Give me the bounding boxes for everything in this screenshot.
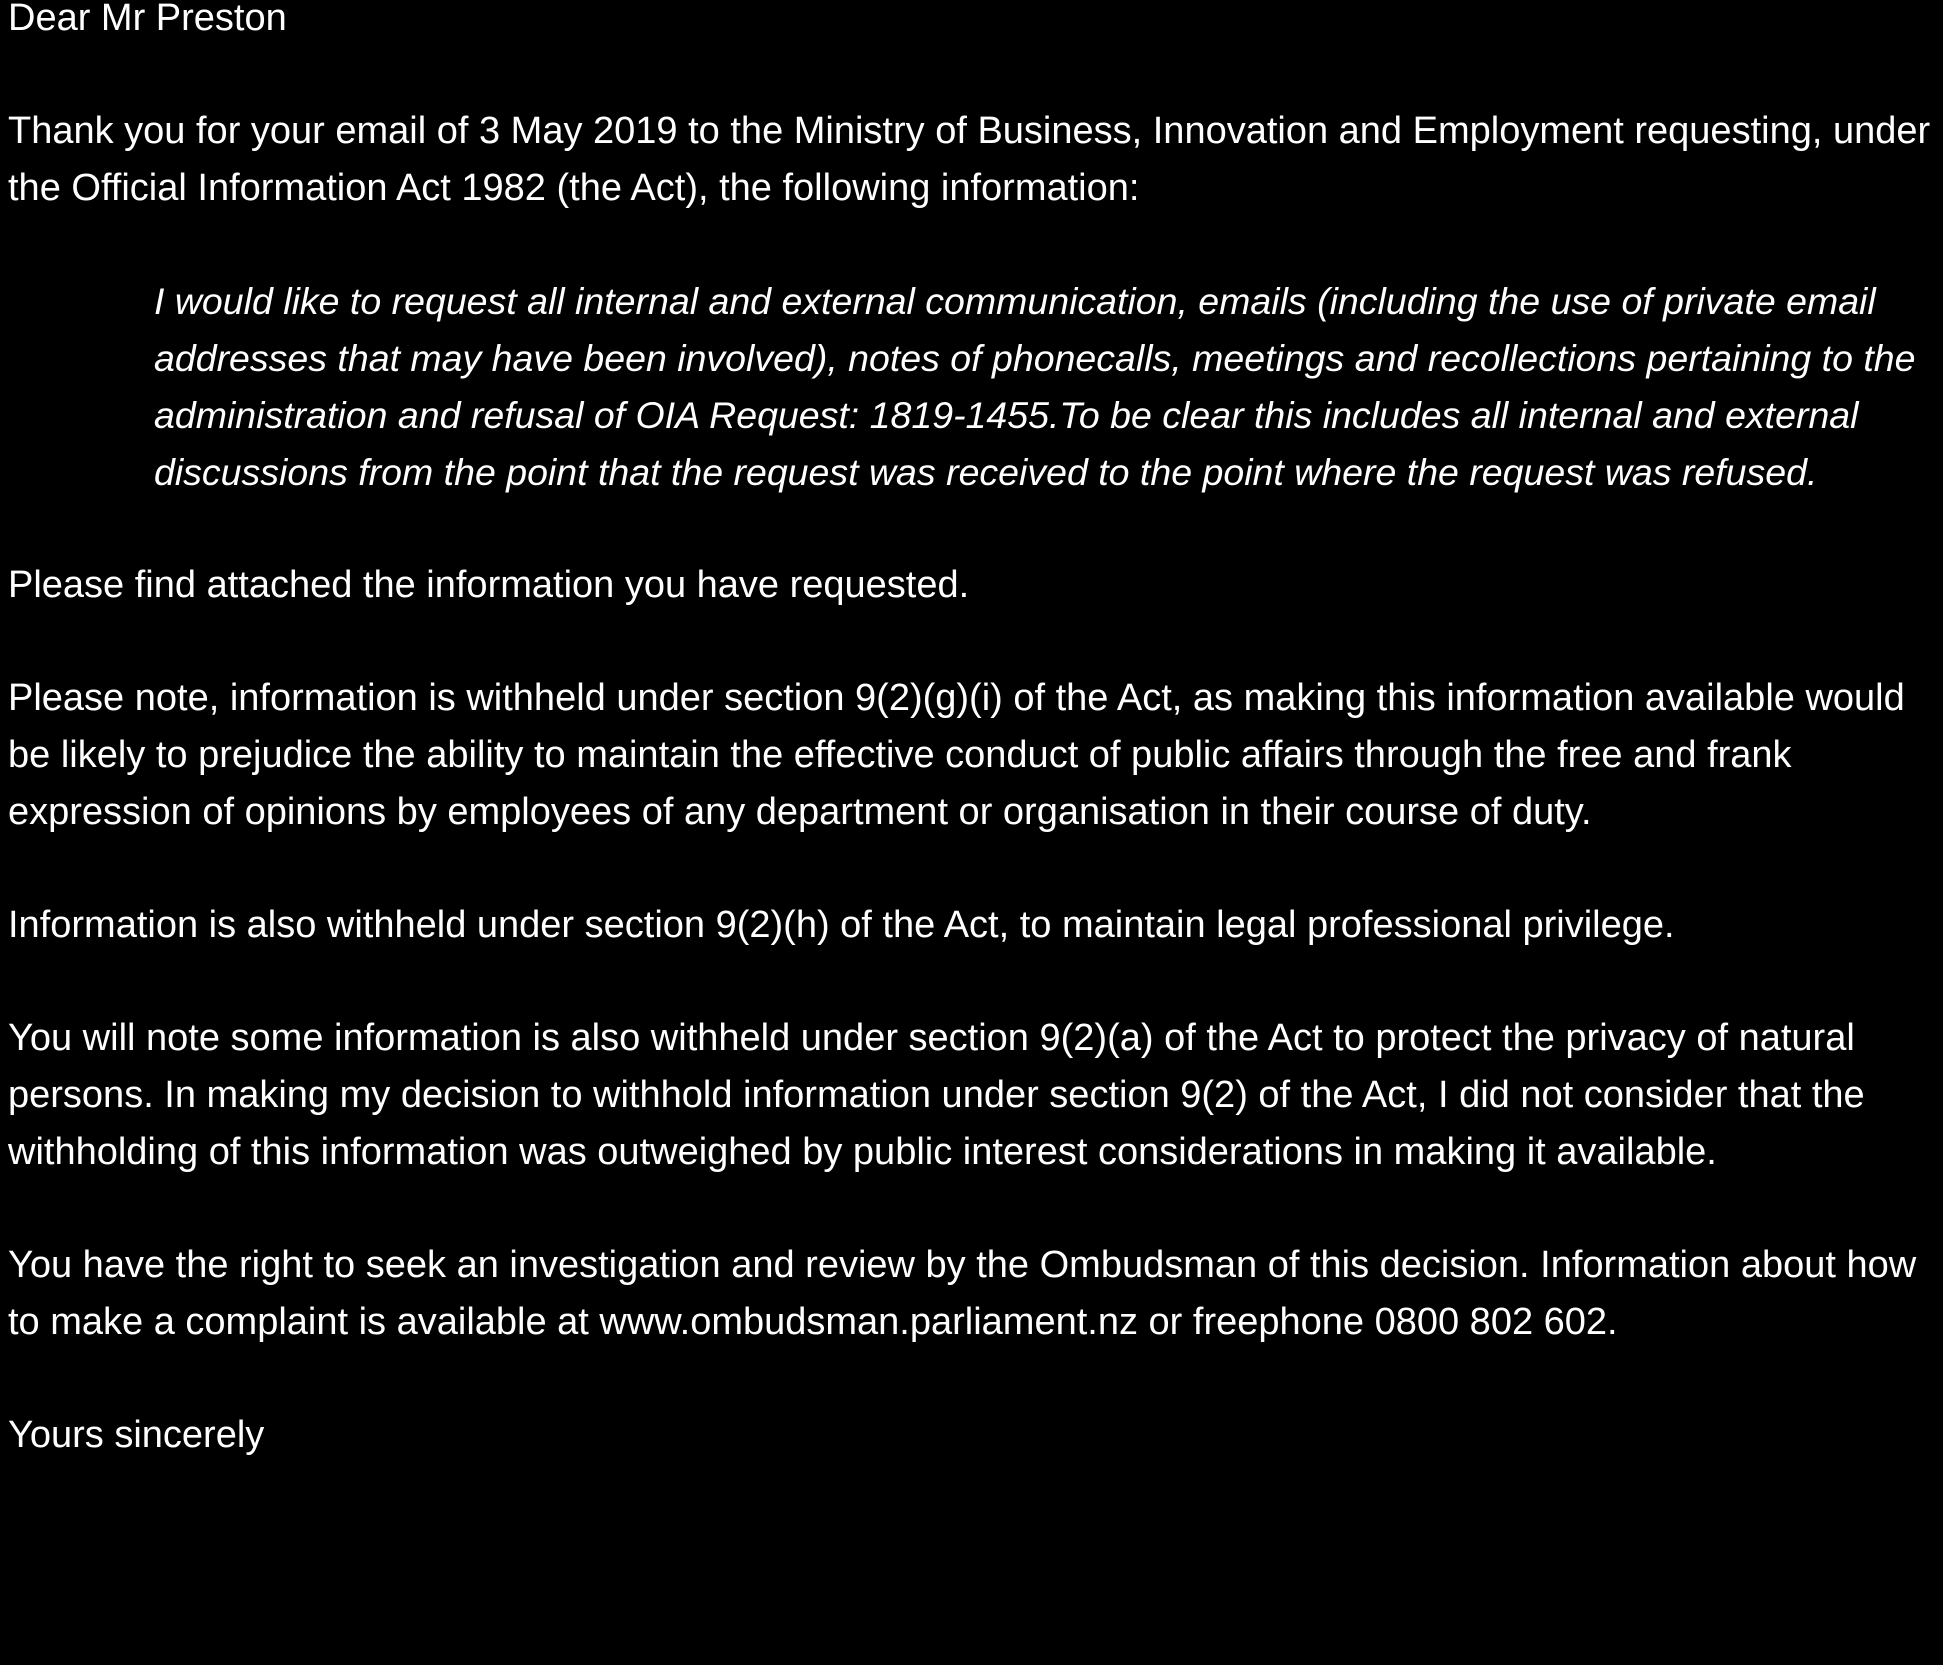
attached-paragraph: Please find attached the information you have requested.	[8, 564, 970, 606]
withheld-9-2-g-i-paragraph: Please note, information is withheld under section 9(2)(g)(i) of the Act, as making this information available would be likely to prejudice the ability to maintain the effective conduct of public affairs through the free and frank expression of opinions by employees of any department or organisation in their course of duty.	[8, 677, 1905, 833]
letter-body	[8, 0, 1938, 1464]
quoted-request: I would like to request all internal and external communication, emails (including the use of private email addresses that may have been involved), notes of phonecalls, meetings and recollections pertaining to the administration and refusal of OIA Request: 1819-1455.To be clear this includes all internal and external discussions from the point that the request was received to the point where the request was refused.	[154, 280, 1916, 493]
withheld-9-2-h-paragraph: Information is also withheld under section 9(2)(h) of the Act, to maintain legal professional privilege.	[8, 904, 1675, 946]
greeting: Dear Mr Preston	[8, 0, 287, 39]
withheld-9-2-a-paragraph: You will note some information is also withheld under section 9(2)(a) of the Act to protect the privacy of natural persons. In making my decision to withhold information under section 9(2) of the Act, I did not consider that the withholding of this information was outweighed by public interest considerations in making it available.	[8, 1017, 1865, 1173]
closing: Yours sincerely	[8, 1414, 265, 1456]
intro-paragraph: Thank you for your email of 3 May 2019 to the Ministry of Business, Innovation and Employment requesting, under the Official Information Act 1982 (the Act), the following information:	[8, 110, 1931, 209]
ombudsman-paragraph: You have the right to seek an investigation and review by the Ombudsman of this decision. Information about how to make a complaint is available at www.ombudsman.parliament.nz or freephone 0800 802 602.	[8, 1244, 1917, 1343]
